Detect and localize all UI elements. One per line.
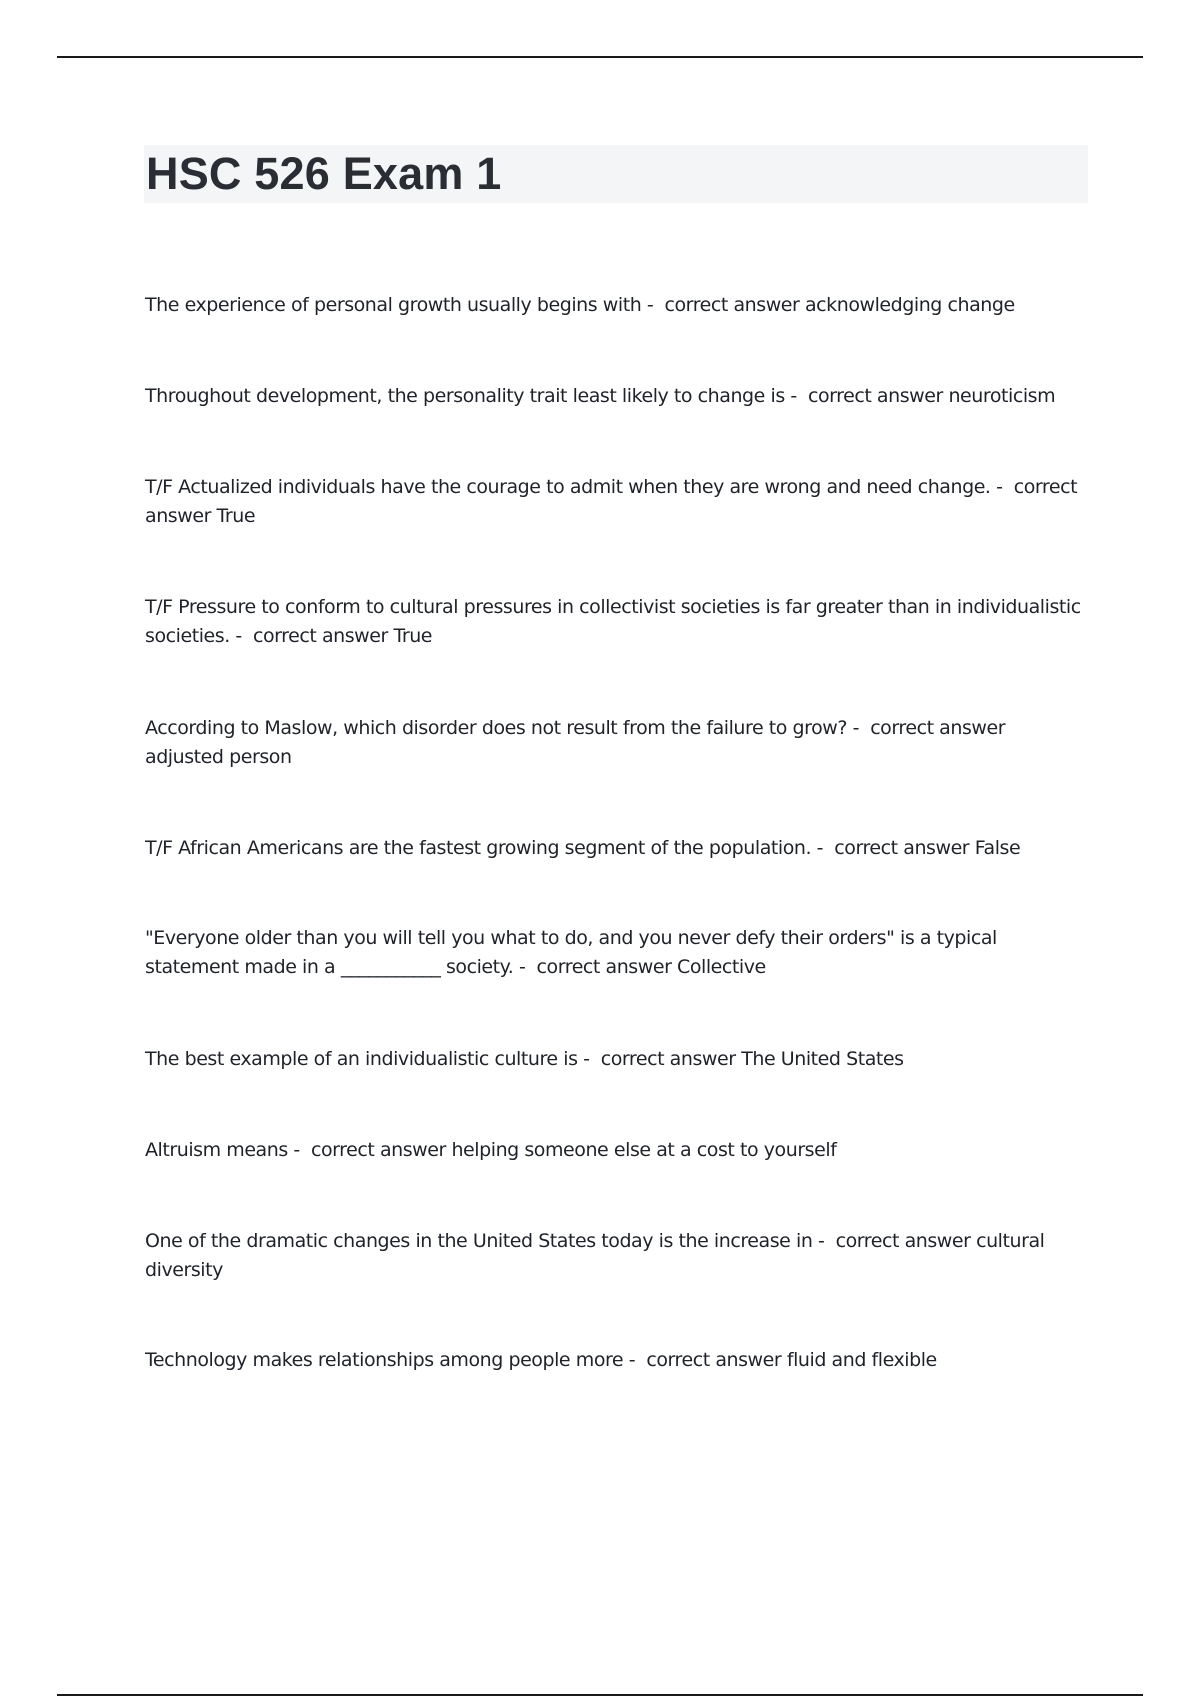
qa-separator: - bbox=[847, 717, 871, 739]
question-text: T/F Actualized individuals have the courage to admit when they are wrong and need change. bbox=[145, 476, 991, 498]
qa-separator: - bbox=[811, 837, 835, 859]
qa-separator: - bbox=[990, 476, 1014, 498]
question-text: The best example of an individualistic culture is bbox=[145, 1048, 578, 1070]
qa-separator: - bbox=[513, 956, 537, 978]
answer-text: correct answer neuroticism bbox=[807, 385, 1056, 407]
qa-item-6 bbox=[145, 834, 1085, 863]
qa-item-11 bbox=[145, 1346, 1085, 1375]
footer-rule bbox=[57, 1694, 1143, 1696]
qa-separator: - bbox=[784, 385, 808, 407]
qa-separator: - bbox=[229, 625, 253, 647]
qa-item-7 bbox=[145, 924, 1085, 982]
header-rule bbox=[57, 56, 1143, 58]
answer-text: correct answer adjusted person bbox=[145, 717, 1006, 768]
answer-text: correct answer The United States bbox=[600, 1048, 904, 1070]
qa-separator: - bbox=[623, 1349, 647, 1371]
answer-text: correct answer Collective bbox=[536, 956, 766, 978]
qa-item-5 bbox=[145, 714, 1085, 772]
question-text: One of the dramatic changes in the United States today is the increase in bbox=[145, 1230, 813, 1252]
document-title: HSC 526 Exam 1 bbox=[146, 148, 502, 199]
qa-item-10 bbox=[145, 1227, 1085, 1285]
qa-item-1 bbox=[145, 291, 1085, 320]
qa-item-3 bbox=[145, 473, 1085, 531]
answer-text: correct answer fluid and flexible bbox=[646, 1349, 937, 1371]
question-text: T/F African Americans are the fastest growing segment of the population. bbox=[145, 837, 812, 859]
answer-text: correct answer True bbox=[145, 476, 1078, 527]
qa-item-9 bbox=[145, 1136, 1085, 1165]
qa-item-4 bbox=[145, 593, 1085, 651]
question-text: Technology makes relationships among people more bbox=[145, 1349, 624, 1371]
qa-item-2 bbox=[145, 382, 1085, 411]
qa-separator: - bbox=[812, 1230, 836, 1252]
qa-separator: - bbox=[577, 1048, 601, 1070]
answer-text: correct answer acknowledging change bbox=[664, 294, 1015, 316]
qa-item-8 bbox=[145, 1045, 1085, 1074]
answer-text: correct answer False bbox=[834, 837, 1021, 859]
question-text: Throughout development, the personality trait least likely to change is bbox=[145, 385, 785, 407]
qa-separator: - bbox=[641, 294, 665, 316]
question-text: According to Maslow, which disorder does not result from the failure to grow? bbox=[145, 717, 847, 739]
qa-separator: - bbox=[287, 1139, 311, 1161]
question-text: The experience of personal growth usually begins with bbox=[145, 294, 642, 316]
answer-text: correct answer helping someone else at a cost to yourself bbox=[310, 1139, 837, 1161]
question-text: Altruism means bbox=[145, 1139, 288, 1161]
answer-text: correct answer cultural diversity bbox=[145, 1230, 1045, 1281]
question-text: T/F Pressure to conform to cultural pressures in collectivist societies is far greater than in individualistic societies. bbox=[145, 596, 1081, 647]
answer-text: correct answer True bbox=[252, 625, 433, 647]
question-text: "Everyone older than you will tell you what to do, and you never defy their orders" is a typical statement made in a ___________ society. bbox=[145, 927, 997, 978]
